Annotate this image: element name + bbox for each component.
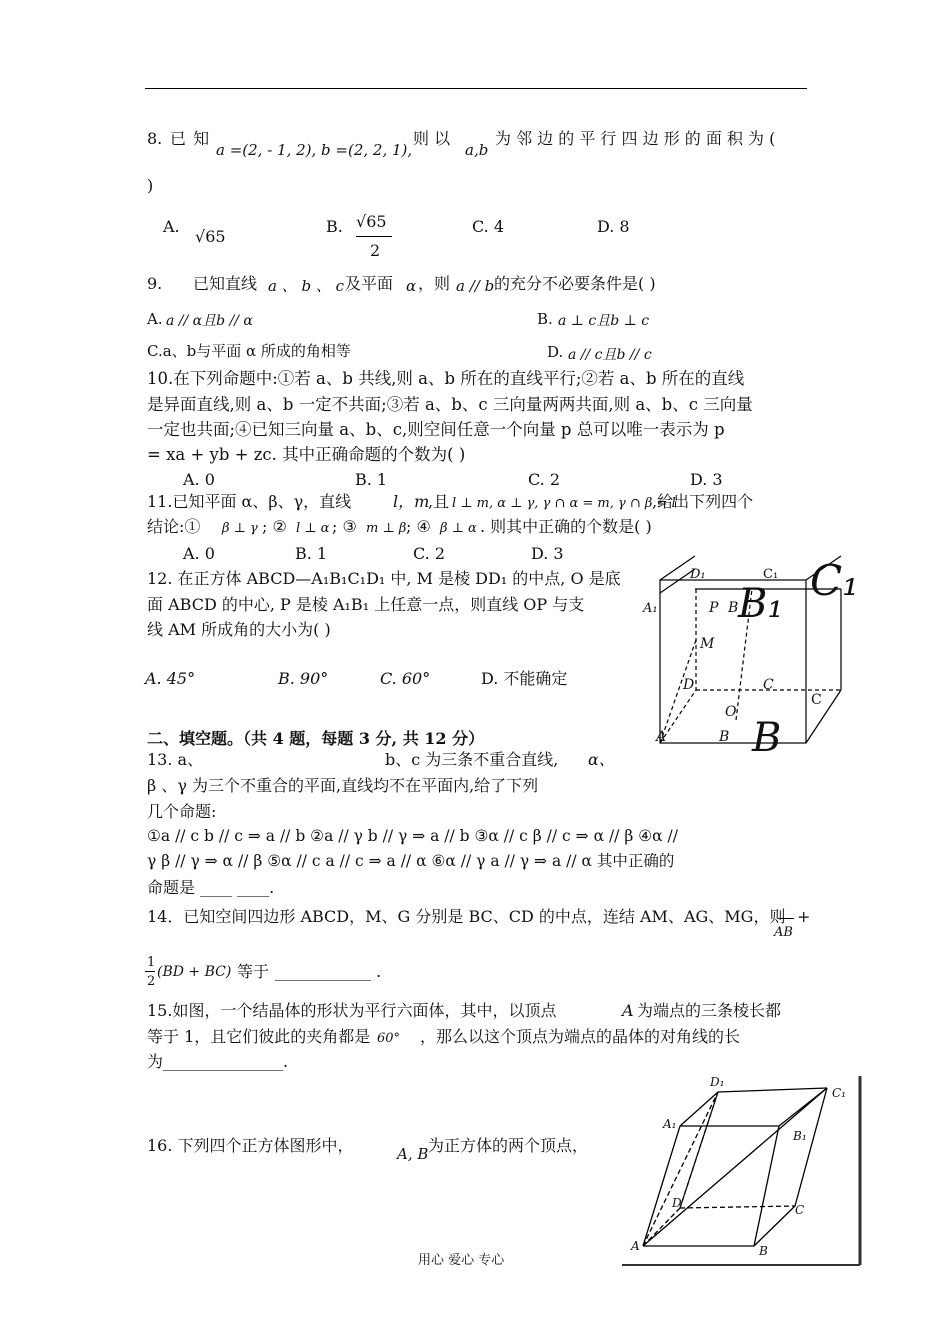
fig1-label-b-small: B: [719, 729, 730, 745]
edge-d1-c1: [718, 1088, 827, 1092]
q8-number: 8.: [147, 129, 163, 148]
q14-vec-ab: AB: [774, 925, 793, 940]
q8-opt-b: B.: [326, 217, 343, 236]
q13-line1b: b、c 为三条不重合直线,: [385, 750, 559, 769]
q8-opt-c: C. 4: [472, 217, 505, 236]
q8-opt-b-den: 2: [370, 241, 381, 260]
fig1-label-c-outer: C: [811, 692, 822, 708]
q11-c3: m ⊥ β: [366, 521, 407, 536]
q9-opt-d-val: a // c且b // c: [568, 347, 652, 363]
q8-opt-b-num: √65: [356, 212, 387, 231]
q9-opt-a-val: a // α且b // α: [166, 313, 253, 329]
q12-line3: 线 AM 所成角的大小为( ): [147, 620, 331, 639]
q10-line2: 是异面直线,则 a、b 一定不共面;③若 a、b、c 三向量两两共面,则 a、b、c 三向量: [147, 395, 753, 414]
q10-opt-d: D. 3: [690, 470, 723, 489]
q13-line1a: 13. a、: [147, 750, 204, 769]
fig1-label-o: O: [725, 704, 737, 720]
q14-line2: 等于: [237, 962, 270, 981]
q11-s3: ; ③: [332, 517, 357, 536]
q11-c1: β ⊥ γ: [222, 521, 258, 536]
q15-line3[interactable]: 为_______________.: [147, 1052, 289, 1071]
q13-line1c: α、: [588, 750, 615, 769]
q14-frac-den: 2: [147, 974, 156, 989]
edge-b1-b: [754, 1126, 779, 1246]
q15-a: A: [622, 1001, 634, 1020]
q10-opt-b: B. 1: [355, 470, 388, 489]
q14-line1: 14．已知空间四边形 ABCD，M、G 分别是 BC、CD 的中点，连结 AM、AG、MG，则: [147, 907, 786, 926]
fig1-label-b1-big: B₁: [738, 581, 784, 627]
q12-line2: 面 ABCD 的中心, P 是棱 A₁B₁ 上任意一点，则直线 OP 与支: [147, 595, 585, 614]
fig1-label-c-inner: C: [763, 677, 774, 693]
q11-opt-d: D. 3: [531, 544, 564, 563]
fig2-label-b: B: [759, 1244, 768, 1258]
q12-opt-d: D. 不能确定: [481, 669, 568, 688]
q8-close: ): [147, 176, 154, 195]
q11-line2b: . 则其中正确的个数是( ): [480, 517, 652, 536]
q9-opt-a: A.: [147, 310, 163, 328]
fig2-label-c1: C₁: [832, 1086, 846, 1100]
q12-opt-c: C. 60°: [380, 669, 431, 688]
diagonal-a-c1: [643, 1088, 827, 1246]
q16-text: 16. 下列四个正方体图形中，: [147, 1136, 354, 1155]
fig1-label-d1: D₁: [690, 567, 706, 582]
q8-pre: 已 知: [170, 129, 211, 148]
q11-c2: l ⊥ α: [296, 521, 330, 536]
q11-c4: β ⊥ α: [440, 521, 477, 536]
q9-opt-b: B.: [537, 310, 553, 328]
fig1-label-p: P: [709, 600, 719, 616]
fig2-label-d: D: [672, 1196, 682, 1210]
q9-alpha: α: [406, 277, 417, 295]
q10-line1: 10.在下列命题中:①若 a、b 共线,则 a、b 所在的直线平行;②若 a、b 所在的直线: [147, 369, 745, 388]
q13-line5: γ β // γ ⇒ α // β ⑤α // c a // c ⇒ a // α ⑥α // γ a // γ ⇒ a // α 其中正确的: [147, 852, 675, 870]
q16-text2: 为正方体的两个顶点，: [428, 1136, 589, 1155]
q9-text4: 的充分不必要条件是( ): [494, 274, 656, 293]
fig1-label-m: M: [700, 636, 715, 652]
q11-line1d: l ⊥ m, α ⊥ γ, γ ∩ α = m, γ ∩ β = l: [452, 496, 676, 511]
q9-ab-par: a // b: [456, 277, 495, 295]
q13-line3: 几个命题:: [147, 802, 217, 821]
fig1-label-a: A: [656, 729, 667, 745]
q15-line2b: ，那么以这个顶点为端点的晶体的对角线的长: [420, 1027, 741, 1046]
fig1-label-d: D: [683, 677, 695, 693]
fig1-label-c1-big: C₁: [810, 556, 859, 605]
q8-opt-d: D. 8: [597, 217, 630, 236]
q8-ab: a,b: [465, 141, 489, 159]
q8-expr: a =(2, - 1, 2), b =(2, 2, 1),: [216, 141, 413, 159]
parallelepiped-figure: [620, 1070, 865, 1270]
fig2-label-a1: A₁: [663, 1117, 677, 1131]
edge-b-c: [754, 1206, 795, 1246]
q13-line4: ①a // c b // c ⇒ a // b ②a // γ b // γ ⇒ a // b ③α // c β // c ⇒ α // β ④α //: [147, 827, 678, 845]
q11-line1b: l，m: [393, 492, 430, 511]
q11-s2: ; ②: [262, 517, 287, 536]
q11-opt-a: A. 0: [183, 544, 215, 563]
edge-c1-c: [795, 1088, 827, 1206]
q9-opt-b-val: a ⊥ c且b ⊥ c: [558, 313, 650, 329]
fig2-label-c: C: [795, 1203, 805, 1217]
q11-line1c: ,且: [428, 492, 450, 511]
q9-vars: a 、 b 、 c: [268, 277, 345, 295]
fig2-label-a: A: [631, 1239, 640, 1253]
q9-text: 已知直线: [193, 274, 258, 293]
q15-deg: 60°: [377, 1031, 401, 1046]
q14-vector-arrow: [778, 918, 794, 919]
section-heading: 二、填空题。（共 4 题，每题 3 分, 共 12 分）: [147, 729, 485, 748]
q8-opt-a: A.: [163, 217, 180, 236]
q11-line1e: ,给出下列四个: [652, 492, 754, 511]
q15-line1b: 为端点的三条棱长都: [637, 1001, 782, 1020]
q14-frac-num: 1: [147, 955, 156, 970]
top-rule: [145, 88, 807, 89]
q14-blank[interactable]: ____________ .: [275, 962, 382, 981]
fig1-label-b-big: B: [752, 715, 782, 761]
q13-line6: 命题是 ____ ____.: [147, 878, 275, 897]
q13-line2: β 、γ 为三个不重合的平面,直线均不在平面内,给了下列: [147, 776, 539, 795]
q10-line3: 一定也共面;④已知三向量 a、b、c,则空间任意一个向量 p 总可以唯一表示为 p: [147, 420, 725, 439]
q8-frac-bar: [356, 236, 392, 237]
q12-opt-b: B. 90°: [278, 669, 329, 688]
q9-opt-c: C.a、b与平面 α 所成的角相等: [147, 342, 351, 360]
q9-opt-d: D.: [547, 343, 564, 361]
q10-opt-a: A. 0: [183, 470, 215, 489]
page-footer: 用心 爱心 专心: [418, 1253, 505, 1268]
fig1-label-c1-small: C₁: [763, 567, 779, 582]
q15-line2a: 等于 1，且它们彼此的夹角都是: [147, 1027, 371, 1046]
q8-mid: 则 以: [413, 129, 451, 148]
q11-s4: ; ④: [406, 517, 431, 536]
edge-a1-a: [643, 1126, 680, 1246]
q11-opt-b: B. 1: [295, 544, 328, 563]
q14-expr: (BD + BC): [157, 964, 232, 980]
q12-line1: 12. 在正方体 ABCD—A₁B₁C₁D₁ 中, M 是棱 DD₁ 的中点, O 是底: [147, 569, 621, 588]
q10-line4: = xa + yb + zc. 其中正确命题的个数为( ): [147, 445, 466, 464]
q15-line1a: 15.如图，一个结晶体的形状为平行六面体，其中，以顶点: [147, 1001, 557, 1020]
q11-line1a: 11.已知平面 α、β、γ，直线: [147, 492, 352, 511]
q14-plus: +: [797, 907, 811, 926]
q16-ab: A, B: [397, 1145, 429, 1163]
fig2-label-b1: B₁: [793, 1129, 807, 1143]
q11-line2a: 结论:①: [147, 517, 201, 536]
q10-opt-c: C. 2: [528, 470, 561, 489]
q12-opt-a: A. 45°: [145, 669, 196, 688]
q11-opt-c: C. 2: [413, 544, 446, 563]
fig1-label-b1-small: B: [728, 600, 739, 616]
diagonal-a-d1: [643, 1092, 718, 1246]
fig2-label-d1: D₁: [710, 1075, 725, 1089]
q8-opt-a-val: √65: [195, 227, 226, 246]
q9-text3: ，则: [418, 274, 451, 293]
q14-frac-bar: [145, 971, 155, 972]
q9-text2: 及平面: [345, 274, 394, 293]
q8-post: 为 邻 边 的 平 行 四 边 形 的 面 积 为 (: [495, 129, 776, 148]
fig1-label-a1: A₁: [643, 601, 658, 616]
edge-d-c: [680, 1206, 795, 1208]
q9-number: 9.: [147, 274, 163, 293]
